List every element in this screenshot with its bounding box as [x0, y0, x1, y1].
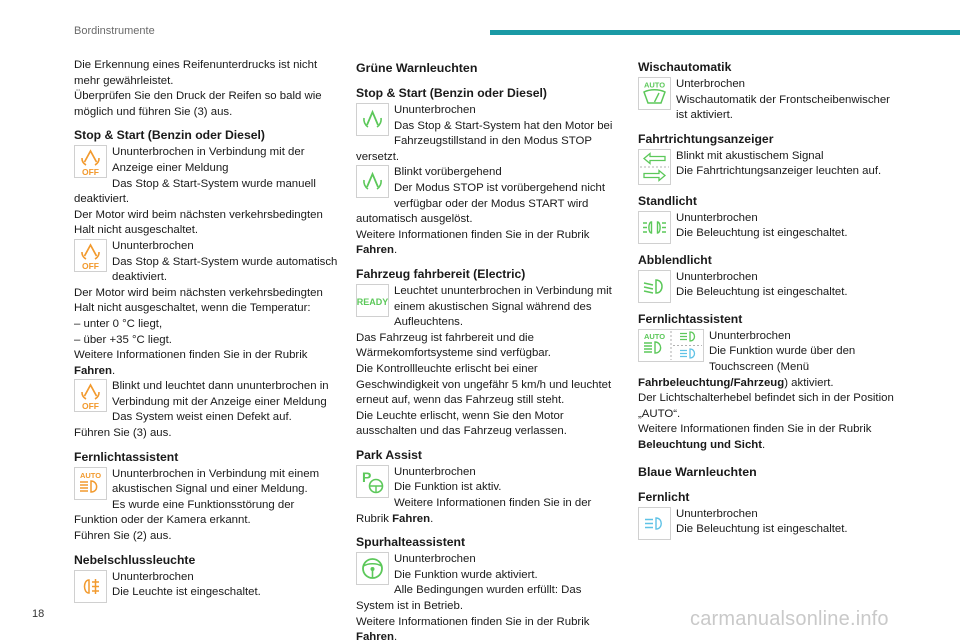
text: Weitere Informationen finden Sie in der Rubrik — [356, 497, 592, 525]
entry-stop-start-active — [356, 103, 620, 165]
link-fahren: Fahren — [356, 244, 394, 257]
entry-line: Die Beleuchtung ist eingeschaltet. — [676, 523, 848, 536]
section-blue-lamps: Blaue Warnleuchten — [638, 464, 757, 479]
heading-standlicht: Standlicht — [638, 193, 697, 208]
entry-fernlichtassistent-active — [638, 329, 902, 454]
turn-signal-icon — [638, 149, 671, 185]
entry-spurhalteassistent — [356, 552, 620, 640]
entry-line: Ununterbrochen in Verbindung mit der Anzeige einer Meldung — [112, 146, 305, 174]
heading-park-assist: Park Assist — [356, 447, 422, 462]
icon-text-auto: AUTO — [643, 80, 666, 90]
text: . — [393, 244, 398, 257]
entry-line: Die Kontrollleuchte erlischt bei einer Geschwindigkeit von ungefähr 5 km/h und leuchtet erneut auf, wenn das Fahrzeug still steht. — [356, 362, 612, 407]
icon-text-auto: AUTO — [79, 470, 102, 480]
text: Weitere Informationen finden Sie in der Rubrik — [638, 423, 872, 436]
menu-separator: / — [730, 376, 734, 389]
column-right — [638, 58, 902, 541]
auto-wiper-icon — [638, 77, 671, 110]
entry-line: Blinkt mit akustischem Signal — [676, 149, 824, 162]
svg-text:P: P — [362, 468, 372, 485]
text: Weitere Informationen finden Sie in der Rubrik — [356, 228, 590, 241]
entry-line: Die Funktion ist aktiv. — [394, 481, 502, 494]
menu-fahrzeug: Fahrzeug — [733, 376, 785, 389]
entry-line: Ununterbrochen — [676, 270, 758, 283]
lane-keeping-icon — [356, 552, 389, 585]
stop-start-off-icon — [74, 239, 107, 272]
ready-icon — [356, 284, 389, 317]
entry-line: Das Stop & Start-System wurde manuell deaktiviert. — [74, 177, 316, 206]
entry-line: Ununterbrochen — [676, 507, 758, 520]
entry-line: Das System weist einen Defekt auf. — [112, 411, 292, 424]
heading-stop-start: Stop & Start (Benzin oder Diesel) — [74, 128, 265, 143]
heading-fernlichtassistent-green: Fernlichtassistent — [638, 311, 743, 326]
stop-start-off-icon — [74, 379, 107, 412]
rear-fog-lamp-icon — [74, 570, 107, 603]
entry-line: Der Motor wird beim nächsten verkehrsbedingten Halt nicht ausgeschaltet. — [74, 208, 323, 237]
entry-fahrtrichtungsanzeiger — [638, 149, 902, 186]
text: . — [762, 438, 766, 451]
link-fahren: Fahren — [74, 364, 112, 377]
icon-text-off: OFF — [82, 401, 99, 412]
page-number: 18 — [32, 608, 45, 620]
park-assist-icon — [356, 465, 389, 498]
entry-line: Die Leuchte ist eingeschaltet. — [112, 586, 261, 599]
icon-text-off: OFF — [82, 167, 99, 178]
heading-abblendlicht: Abblendlicht — [638, 252, 712, 267]
entry-line: – unter 0 °C liegt, — [74, 317, 163, 330]
heading-fahrtrichtungsanzeiger: Fahrtrichtungsanzeiger — [638, 131, 774, 146]
entry-line: Ununterbrochen — [394, 104, 476, 116]
entry-line: Blinkt vorübergehend — [394, 166, 502, 179]
header-accent-bar — [490, 30, 960, 35]
entry-line: Alle Bedingungen wurden erfüllt: Das System ist in Betrieb. — [356, 584, 582, 613]
stop-start-active-icon — [356, 165, 389, 198]
entry-line: Führen Sie (3) aus. — [74, 427, 172, 440]
heading-spurhalteassistent: Spurhalteassistent — [356, 535, 466, 550]
intro-line: Überprüfen Sie den Druck der Reifen so bald wie möglich und führen Sie (3) aus. — [74, 90, 322, 118]
stop-start-active-icon — [356, 103, 389, 136]
heading-wischautomatik: Wischautomatik — [638, 60, 732, 74]
entry-standlicht — [638, 211, 902, 245]
high-beam-icon — [638, 507, 671, 540]
heading-ready: Fahrzeug fahrbereit (Electric) — [356, 266, 526, 281]
entry-fernlicht — [638, 507, 902, 541]
text: Weitere Informationen finden Sie in der Rubrik — [356, 615, 590, 628]
entry-line: Ununterbrochen — [394, 465, 476, 478]
entry-nebelschlussleuchte — [74, 570, 338, 604]
header-title: Bordinstrumente — [74, 25, 155, 37]
entry-line: Wischautomatik der Frontscheibenwischer ist aktiviert. — [676, 93, 890, 122]
heading-fernlichtassistent: Fernlichtassistent — [74, 449, 179, 464]
entry-line: Das Stop & Start-System wurde automatisch deaktiviert. — [112, 255, 338, 284]
icon-text-auto: AUTO — [643, 331, 666, 341]
side-lights-icon — [638, 211, 671, 244]
entry-line: Die Beleuchtung ist eingeschaltet. — [676, 286, 848, 299]
text: . — [111, 364, 116, 377]
entry-line: Die Leuchte erlischt, wenn Sie den Motor ausschalten und das Fahrzeug verlassen. — [356, 409, 567, 438]
entry-stop-start-manual — [74, 145, 338, 239]
icon-text-off: OFF — [82, 260, 99, 271]
entry-line: Die Funktion wurde aktiviert. — [394, 568, 538, 581]
link-beleuchtung-und-sicht: Beleuchtung und Sicht — [638, 438, 763, 451]
icon-text-ready: READY — [357, 296, 388, 307]
entry-stop-start-auto — [74, 239, 338, 379]
text: . — [430, 512, 434, 525]
entry-line: Ununterbrochen — [112, 570, 194, 583]
link-fahren: Fahren — [392, 512, 431, 525]
entry-line: Ununterbrochen — [709, 329, 791, 342]
entry-fernlichtassistent-fault — [74, 467, 338, 545]
entry-line — [356, 496, 620, 527]
entry-line — [74, 348, 338, 379]
column-left — [74, 58, 338, 604]
entry-line: Die Fahrtrichtungsanzeiger leuchten auf. — [676, 165, 882, 178]
entry-line: Das Stop & Start-System hat den Motor bei Fahrzeugstillstand in den Modus STOP versetzt. — [356, 119, 613, 163]
text: Die Funktion wurde über den Touchscreen (Menü — [709, 345, 856, 373]
entry-line: Der Lichtschalterhebel befindet sich in der Position „AUTO“. — [638, 392, 894, 420]
heading-nebelschlussleuchte: Nebelschlussleuchte — [74, 552, 196, 567]
watermark: carmanualsonline.info — [690, 608, 889, 630]
entry-wischautomatik — [638, 77, 902, 124]
text: . — [393, 631, 398, 640]
entry-line: Unterbrochen — [676, 78, 746, 90]
entry-line: Die Beleuchtung ist eingeschaltet. — [676, 227, 848, 240]
entry-line: Ununterbrochen — [676, 211, 758, 224]
auto-high-beam-green-blue-icon — [638, 329, 704, 362]
heading-fernlicht: Fernlicht — [638, 489, 690, 504]
intro-line: Die Erkennung eines Reifenunterdrucks ist nicht mehr gewährleistet. — [74, 59, 318, 87]
column-middle — [356, 58, 620, 640]
dipped-beam-icon — [638, 270, 671, 303]
entry-line — [356, 615, 620, 640]
link-fahren: Fahren — [356, 631, 394, 640]
entry-ready — [356, 284, 620, 440]
entry-line: Es wurde eine Funktionsstörung der Funktion oder der Kamera erkannt. — [74, 498, 295, 527]
section-green-lamps: Grüne Warnleuchten — [356, 61, 478, 75]
auto-high-beam-icon — [74, 467, 107, 500]
entry-line: Führen Sie (2) aus. — [74, 530, 172, 543]
entry-line — [638, 422, 902, 453]
entry-stop-start-flashing — [356, 165, 620, 259]
entry-line — [356, 228, 620, 259]
heading-stop-start-green: Stop & Start (Benzin oder Diesel) — [356, 86, 547, 100]
entry-stop-start-defect — [74, 379, 338, 441]
text: ) aktiviert. — [784, 376, 834, 389]
entry-line: – über +35 °C liegt. — [74, 333, 172, 346]
text: Weitere Informationen finden Sie in der Rubrik — [74, 349, 308, 362]
entry-line: Ununterbrochen in Verbindung mit einem akustischen Signal und einer Meldung. — [112, 467, 320, 496]
entry-line: Ununterbrochen — [394, 553, 476, 566]
menu-fahrbeleuchtung: Fahrbeleuchtung — [638, 376, 731, 389]
stop-start-off-icon — [74, 145, 107, 178]
entry-line: Der Motor wird beim nächsten verkehrsbedingten Halt nicht ausgeschaltet, wenn die Temperatur: — [74, 286, 323, 315]
entry-abblendlicht — [638, 270, 902, 304]
entry-line: Ununterbrochen — [112, 239, 194, 252]
entry-park-assist — [356, 465, 620, 527]
entry-line: Der Modus STOP ist vorübergehend nicht verfügbar oder der Modus START wird automatisch ausgelöst. — [356, 181, 606, 226]
entry-line: Leuchtet ununterbrochen in Verbindung mit einem akustischen Signal während des Aufleuchtens. — [394, 284, 612, 329]
entry-line: Das Fahrzeug ist fahrbereit und die Wärmekomfortsysteme sind verfügbar. — [356, 331, 551, 360]
entry-line: Blinkt und leuchtet dann ununterbrochen in Verbindung mit der Anzeige einer Meldung — [112, 380, 329, 408]
